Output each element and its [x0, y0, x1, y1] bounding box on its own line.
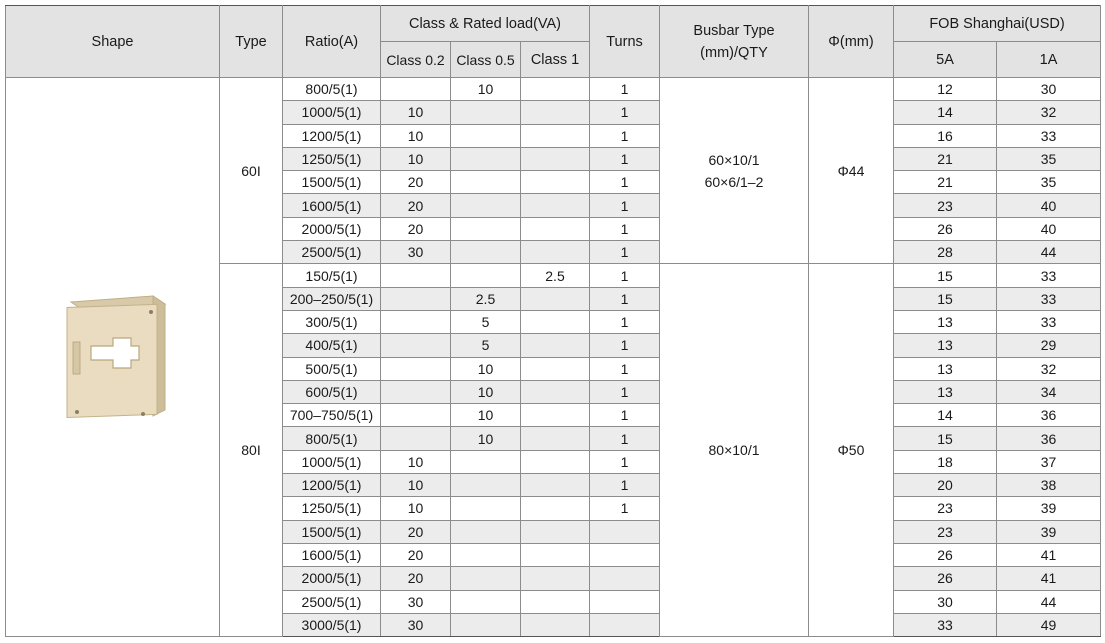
header-type: Type: [220, 6, 283, 78]
fob-1a-cell: 41: [997, 567, 1101, 590]
class02-cell: 20: [381, 194, 451, 217]
fob-5a-cell: 13: [894, 357, 997, 380]
class05-cell: [451, 450, 521, 473]
fob-5a-cell: 21: [894, 171, 997, 194]
type-cell: 80I: [220, 264, 283, 637]
class05-cell: [451, 543, 521, 566]
class05-cell: [451, 147, 521, 170]
class05-cell: 5: [451, 310, 521, 333]
ratio-cell: 400/5(1): [283, 334, 381, 357]
ratio-cell: 500/5(1): [283, 357, 381, 380]
busbar-line: 60×10/1: [708, 151, 760, 168]
turns-cell: 1: [590, 78, 660, 101]
class02-cell: [381, 287, 451, 310]
turns-cell: [590, 590, 660, 613]
turns-cell: 1: [590, 497, 660, 520]
turns-cell: 1: [590, 171, 660, 194]
busbar-cell: [660, 264, 809, 637]
ratio-cell: 2500/5(1): [283, 241, 381, 264]
turns-cell: [590, 567, 660, 590]
fob-5a-cell: 16: [894, 124, 997, 147]
class05-cell: 10: [451, 404, 521, 427]
turns-cell: 1: [590, 380, 660, 403]
turns-cell: 1: [590, 310, 660, 333]
class05-cell: [451, 520, 521, 543]
class1-cell: [521, 171, 590, 194]
class1-cell: [521, 474, 590, 497]
turns-cell: 1: [590, 217, 660, 240]
turns-cell: 1: [590, 450, 660, 473]
fob-1a-cell: 49: [997, 613, 1101, 636]
turns-cell: 1: [590, 357, 660, 380]
busbar-cell: [660, 78, 809, 264]
class02-cell: [381, 310, 451, 333]
class1-cell: [521, 590, 590, 613]
fob-1a-cell: 29: [997, 334, 1101, 357]
turns-cell: 1: [590, 241, 660, 264]
ratio-cell: 600/5(1): [283, 380, 381, 403]
fob-5a-cell: 28: [894, 241, 997, 264]
fob-5a-cell: 18: [894, 450, 997, 473]
class1-cell: [521, 543, 590, 566]
class02-cell: 30: [381, 590, 451, 613]
fob-5a-cell: 15: [894, 264, 997, 287]
fob-1a-cell: 39: [997, 497, 1101, 520]
fob-1a-cell: 33: [997, 287, 1101, 310]
phi-cell: Φ50: [809, 264, 894, 637]
turns-cell: [590, 613, 660, 636]
ratio-cell: 1600/5(1): [283, 543, 381, 566]
class1-cell: [521, 450, 590, 473]
fob-1a-cell: 32: [997, 101, 1101, 124]
class1-cell: [521, 520, 590, 543]
class1-cell: [521, 357, 590, 380]
class05-cell: 2.5: [451, 287, 521, 310]
fob-1a-cell: 36: [997, 404, 1101, 427]
class1-cell: [521, 217, 590, 240]
class1-cell: [521, 380, 590, 403]
class05-cell: 10: [451, 427, 521, 450]
ratio-cell: 2000/5(1): [283, 567, 381, 590]
class1-cell: [521, 497, 590, 520]
ratio-cell: 200–250/5(1): [283, 287, 381, 310]
class1-cell: [521, 101, 590, 124]
class02-cell: [381, 78, 451, 101]
class05-cell: 10: [451, 78, 521, 101]
fob-5a-cell: 14: [894, 101, 997, 124]
turns-cell: 1: [590, 334, 660, 357]
class05-cell: [451, 241, 521, 264]
ratio-cell: 150/5(1): [283, 264, 381, 287]
fob-5a-cell: 21: [894, 147, 997, 170]
ratio-cell: 1200/5(1): [283, 474, 381, 497]
header-shape: Shape: [6, 6, 220, 78]
header-busbar-line2: (mm)/QTY: [700, 44, 768, 61]
class1-cell: [521, 310, 590, 333]
fob-1a-cell: 44: [997, 241, 1101, 264]
class05-cell: [451, 101, 521, 124]
class1-cell: [521, 567, 590, 590]
fob-5a-cell: 20: [894, 474, 997, 497]
ratio-cell: 1500/5(1): [283, 171, 381, 194]
turns-cell: 1: [590, 124, 660, 147]
class02-cell: 10: [381, 450, 451, 473]
class05-cell: [451, 217, 521, 240]
fob-1a-cell: 39: [997, 520, 1101, 543]
class02-cell: 10: [381, 124, 451, 147]
fob-5a-cell: 23: [894, 194, 997, 217]
class02-cell: [381, 357, 451, 380]
ratio-cell: 2000/5(1): [283, 217, 381, 240]
table-body: [6, 78, 1101, 637]
class02-cell: 10: [381, 101, 451, 124]
class1-cell: [521, 194, 590, 217]
fob-1a-cell: 33: [997, 124, 1101, 147]
turns-cell: 1: [590, 264, 660, 287]
class05-cell: [451, 474, 521, 497]
class05-cell: 5: [451, 334, 521, 357]
header-class-rated-load: Class & Rated load(VA): [381, 6, 590, 42]
class02-cell: [381, 404, 451, 427]
turns-cell: [590, 543, 660, 566]
class02-cell: [381, 380, 451, 403]
fob-5a-cell: 12: [894, 78, 997, 101]
class1-cell: [521, 287, 590, 310]
class02-cell: [381, 334, 451, 357]
class1-cell: [521, 427, 590, 450]
ratio-cell: 1000/5(1): [283, 450, 381, 473]
fob-5a-cell: 14: [894, 404, 997, 427]
turns-cell: 1: [590, 147, 660, 170]
ratio-cell: 1600/5(1): [283, 194, 381, 217]
header-fob: FOB Shanghai(USD): [894, 6, 1101, 42]
class05-cell: 10: [451, 357, 521, 380]
turns-cell: 1: [590, 427, 660, 450]
class05-cell: [451, 194, 521, 217]
class02-cell: 10: [381, 147, 451, 170]
fob-1a-cell: 34: [997, 380, 1101, 403]
ratio-cell: 1000/5(1): [283, 101, 381, 124]
header-fob-1a: 1A: [997, 42, 1101, 78]
fob-5a-cell: 33: [894, 613, 997, 636]
ratio-cell: 3000/5(1): [283, 613, 381, 636]
fob-5a-cell: 15: [894, 427, 997, 450]
fob-5a-cell: 26: [894, 567, 997, 590]
table-row: [6, 78, 1101, 101]
header-phi: Φ(mm): [809, 6, 894, 78]
class1-cell: [521, 334, 590, 357]
header-busbar: [660, 6, 809, 78]
fob-5a-cell: 30: [894, 590, 997, 613]
ratio-cell: 800/5(1): [283, 78, 381, 101]
fob-5a-cell: 13: [894, 310, 997, 333]
class02-cell: 20: [381, 543, 451, 566]
class1-cell: [521, 147, 590, 170]
fob-1a-cell: 44: [997, 590, 1101, 613]
turns-cell: 1: [590, 101, 660, 124]
class02-cell: 20: [381, 520, 451, 543]
ratio-cell: 800/5(1): [283, 427, 381, 450]
ratio-cell: 700–750/5(1): [283, 404, 381, 427]
fob-1a-cell: 33: [997, 310, 1101, 333]
turns-cell: 1: [590, 287, 660, 310]
fob-1a-cell: 30: [997, 78, 1101, 101]
fob-5a-cell: 26: [894, 217, 997, 240]
header-ratio: Ratio(A): [283, 6, 381, 78]
header-class05: Class 0.5: [451, 42, 521, 78]
class05-cell: [451, 171, 521, 194]
class02-cell: 10: [381, 474, 451, 497]
class05-cell: [451, 497, 521, 520]
fob-1a-cell: 38: [997, 474, 1101, 497]
shape-cell: [6, 78, 220, 637]
class1-cell: 2.5: [521, 264, 590, 287]
fob-1a-cell: 40: [997, 217, 1101, 240]
header-class02: Class 0.2: [381, 42, 451, 78]
fob-5a-cell: 26: [894, 543, 997, 566]
class02-cell: 20: [381, 171, 451, 194]
class1-cell: [521, 404, 590, 427]
class05-cell: [451, 124, 521, 147]
fob-5a-cell: 23: [894, 520, 997, 543]
current-transformer-photo-icon: [53, 282, 173, 432]
fob-5a-cell: 13: [894, 380, 997, 403]
fob-1a-cell: 35: [997, 147, 1101, 170]
type-cell: 60I: [220, 78, 283, 264]
header-busbar-line1: Busbar Type: [693, 22, 775, 39]
ratio-cell: 1500/5(1): [283, 520, 381, 543]
class05-cell: [451, 613, 521, 636]
ratio-cell: 1200/5(1): [283, 124, 381, 147]
ratio-cell: 1250/5(1): [283, 147, 381, 170]
fob-1a-cell: 37: [997, 450, 1101, 473]
class1-cell: [521, 78, 590, 101]
busbar-line: 80×10/1: [708, 442, 760, 459]
fob-1a-cell: 32: [997, 357, 1101, 380]
class05-cell: [451, 567, 521, 590]
ratio-cell: 1250/5(1): [283, 497, 381, 520]
fob-1a-cell: 36: [997, 427, 1101, 450]
class02-cell: [381, 264, 451, 287]
turns-cell: [590, 520, 660, 543]
class05-cell: 10: [451, 380, 521, 403]
spec-table: [5, 5, 1101, 637]
phi-cell: Φ44: [809, 78, 894, 264]
class1-cell: [521, 124, 590, 147]
turns-cell: 1: [590, 404, 660, 427]
fob-1a-cell: 40: [997, 194, 1101, 217]
fob-1a-cell: 33: [997, 264, 1101, 287]
turns-cell: 1: [590, 194, 660, 217]
class02-cell: 10: [381, 497, 451, 520]
class02-cell: 30: [381, 613, 451, 636]
fob-5a-cell: 23: [894, 497, 997, 520]
ratio-cell: 2500/5(1): [283, 590, 381, 613]
header-turns: Turns: [590, 6, 660, 78]
header-fob-5a: 5A: [894, 42, 997, 78]
class02-cell: 30: [381, 241, 451, 264]
ratio-cell: 300/5(1): [283, 310, 381, 333]
class05-cell: [451, 590, 521, 613]
class05-cell: [451, 264, 521, 287]
class02-cell: [381, 427, 451, 450]
class1-cell: [521, 241, 590, 264]
fob-5a-cell: 15: [894, 287, 997, 310]
turns-cell: 1: [590, 474, 660, 497]
busbar-line: 60×6/1–2: [704, 173, 764, 190]
fob-5a-cell: 13: [894, 334, 997, 357]
class02-cell: 20: [381, 217, 451, 240]
header-class1: Class 1: [521, 42, 590, 78]
class1-cell: [521, 613, 590, 636]
fob-1a-cell: 35: [997, 171, 1101, 194]
class02-cell: 20: [381, 567, 451, 590]
fob-1a-cell: 41: [997, 543, 1101, 566]
